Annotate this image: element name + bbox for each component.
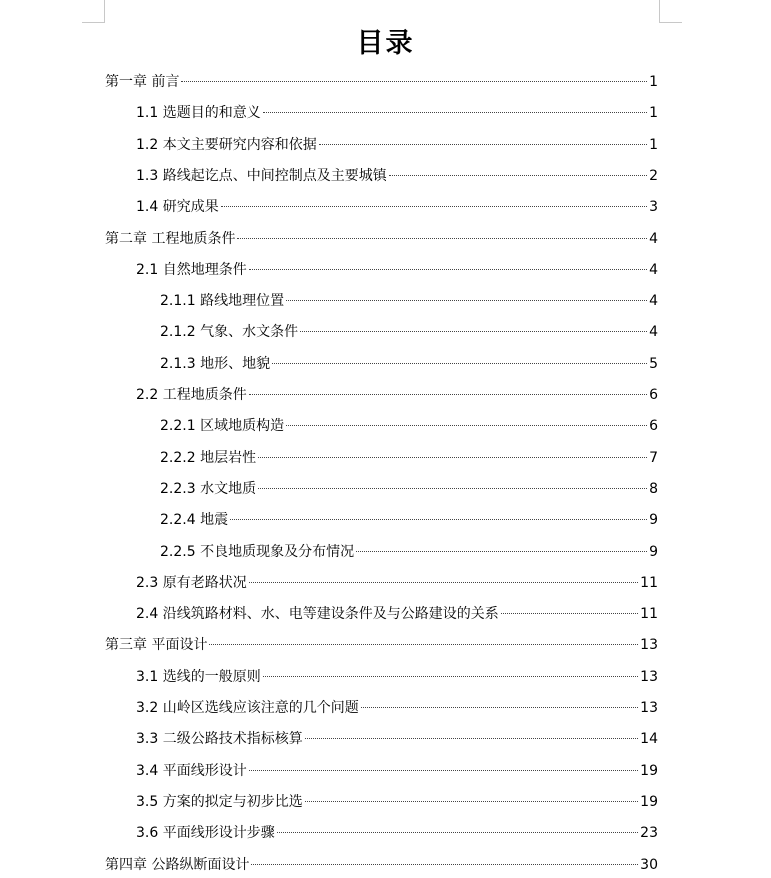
toc-entry-label: 3.2 山岭区选线应该注意的几个问题 [136,700,359,716]
toc-entry-page-number: 4 [649,293,658,310]
toc-entry-label: 2.1.2 气象、水文条件 [160,324,299,341]
dot-leader [249,268,647,270]
dot-leader [209,643,638,645]
toc-entry-page-number: 19 [640,762,658,779]
toc-entry[interactable] [136,135,658,155]
dot-leader [251,863,638,865]
toc-entry[interactable] [105,635,658,655]
toc-entry[interactable] [160,448,658,468]
toc-entry-label: 3.5 方案的拟定与初步比选 [136,793,303,810]
toc-entry-page-number: 5 [649,355,658,372]
toc-entry-page-number: 14 [640,731,658,748]
toc-entry-page-number: 8 [649,480,658,497]
dot-leader [181,80,647,82]
toc-entry[interactable] [136,761,658,781]
toc-title: 目录 [356,28,415,59]
toc-entry-label: 2.2.3 水文地质 [160,480,257,497]
toc-entry-label: 第二章 工程地质条件 [105,230,236,247]
toc-entry[interactable] [160,291,658,311]
toc-entry-label: 2.1.1 路线地理位置 [160,293,285,310]
toc-entry-page-number: 13 [640,668,658,685]
dot-leader [221,205,647,207]
toc-entry-label: 3.4 平面线形设计 [136,762,247,779]
toc-entry-page-number: 23 [640,825,658,842]
toc-entry-page-number: 4 [649,230,658,247]
toc-entry[interactable] [136,103,658,123]
dot-leader [319,143,647,145]
toc-entry-page-number: 3 [649,199,658,216]
toc-entry[interactable] [160,322,658,342]
toc-entry[interactable] [136,667,658,687]
dot-leader [237,237,647,239]
dot-leader [258,456,647,458]
toc-entry[interactable] [160,542,658,562]
toc-entry-label: 2.2.1 区域地质构造 [160,418,285,435]
toc-entry-page-number: 2 [649,167,658,184]
dot-leader [305,737,638,739]
toc-entry[interactable] [105,229,658,249]
dot-leader [263,675,638,677]
toc-entry-label: 2.1 自然地理条件 [136,261,247,278]
toc-entry-page-number: 7 [649,449,658,466]
dot-leader [249,393,647,395]
dot-leader [249,769,638,771]
toc-entry-label: 2.1.3 地形、地貌 [160,355,271,372]
toc-entry-label: 1.4 研究成果 [136,199,219,216]
toc-entry-page-number: 1 [649,74,658,90]
toc-entry[interactable] [160,354,658,374]
crop-mark-top-right [660,22,682,23]
dot-leader [230,518,647,520]
toc-entry-page-number: 13 [640,637,658,654]
crop-mark-top-left [104,0,105,23]
toc-entry-page-number: 6 [649,418,658,435]
toc-entry-page-number: 1 [649,136,658,153]
toc-entry-label: 2.2 工程地质条件 [136,387,247,403]
toc-entry[interactable] [136,823,658,843]
toc-entry-label: 2.4 沿线筑路材料、水、电等建设条件及与公路建设的关系 [136,606,499,623]
dot-leader [272,362,647,364]
toc-entry-label: 第四章 公路纵断面设计 [105,856,250,873]
toc-entry-page-number: 11 [640,606,658,623]
toc-entry-label: 3.6 平面线形设计步骤 [136,825,275,842]
toc-entry-label: 1.2 本文主要研究内容和依据 [136,136,317,153]
toc-entry-page-number: 11 [640,574,658,591]
toc-entry-page-number: 13 [640,700,658,716]
toc-entry-label: 2.2.5 不良地质现象及分布情况 [160,543,355,560]
dot-leader [300,330,647,332]
toc-entry[interactable] [136,792,658,812]
dot-leader [249,581,638,583]
toc-entry[interactable] [160,416,658,436]
dot-leader [501,612,638,614]
dot-leader [305,800,638,802]
dot-leader [286,299,647,301]
toc-entry[interactable] [160,510,658,530]
toc-entry[interactable] [136,604,658,624]
toc-entry-page-number: 30 [640,856,658,873]
toc-entry-label: 1.3 路线起讫点、中间控制点及主要城镇 [136,167,387,184]
toc-entry-page-number: 9 [649,512,658,529]
toc-entry-page-number: 6 [649,387,658,403]
dot-leader [263,111,647,113]
toc-entry-label: 2.2.4 地震 [160,512,229,529]
toc-entry[interactable] [136,385,658,405]
toc-entry[interactable] [136,573,658,593]
toc-entry-label: 2.3 原有老路状况 [136,574,247,591]
toc-entry-label: 1.1 选题目的和意义 [136,105,261,122]
toc-entry[interactable] [136,729,658,749]
toc-entry[interactable] [136,197,658,217]
toc-entry-page-number: 19 [640,793,658,810]
toc-entry-page-number: 4 [649,261,658,278]
toc-entry-label: 3.1 选线的一般原则 [136,668,261,685]
toc-entry[interactable] [105,855,658,875]
toc-entry-page-number: 1 [649,105,658,122]
dot-leader [286,424,647,426]
dot-leader [277,831,638,833]
toc-entry[interactable] [160,479,658,499]
toc-entry-page-number: 9 [649,543,658,560]
crop-mark-top-left [82,22,104,23]
toc-entry[interactable] [136,260,658,280]
crop-mark-top-right [659,0,660,23]
toc-entry-label: 第三章 平面设计 [105,637,208,654]
dot-leader [258,487,647,489]
toc-entry[interactable] [136,166,658,186]
toc-entry-page-number: 4 [649,324,658,341]
toc-entry-label: 2.2.2 地层岩性 [160,449,257,466]
toc-entry[interactable] [136,698,658,718]
toc-entry-label: 3.3 二级公路技术指标核算 [136,731,303,748]
dot-leader [356,550,647,552]
toc-entry-label: 第一章 前言 [105,74,180,90]
toc-entry[interactable] [105,72,658,92]
dot-leader [389,174,647,176]
dot-leader [361,706,638,708]
